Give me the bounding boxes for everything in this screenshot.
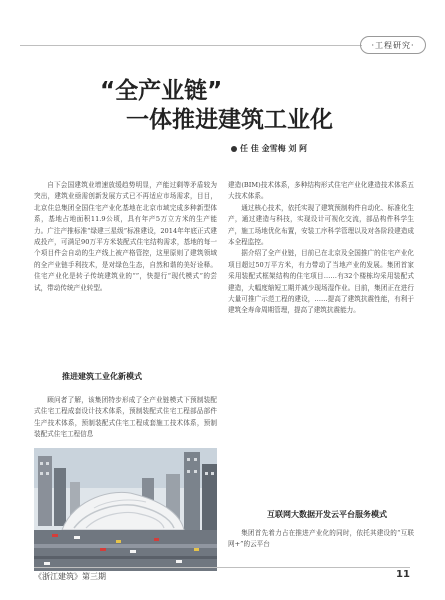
section2-paragraph: 集团首先着力占在推进产业化的同时，依托其建设的“互联网+”的云平台 [228, 529, 414, 549]
building-photo [34, 448, 217, 571]
section-heading-1: 推进建筑工业化新模式 [62, 372, 142, 381]
footer-rule [34, 567, 410, 568]
right-paragraph-1: 建造(BIM)技术体系，多种结构形式住宅产业化建造技术体系五大技术体系。 [228, 181, 414, 201]
header-rule [20, 45, 362, 46]
right-column-main [228, 180, 414, 317]
bullet-icon [231, 146, 237, 152]
city-building-illustration [34, 448, 217, 571]
intro-paragraph: 自下会国建筑业增速放缓趋势明显，产能过剩等矛盾较为突出，建筑业亟需创新发展方式已不再适应市场需求，目目，北京住总集团全国住宅产业化基地在北京市域完成多种新型体系，基地占地面积11.9公顷，具有年产5万立方米的生产能力。广注产推标准“绿建三星级”标准建设，2014年年底正式建成投产，可满足90万平方米装配式住宅结构需求，基地的每一个项目件会自动的生产线上被产格管控，这里原则了建筑领域的全产业链手利技术，是对绿色生态，自然和谐的美好诠释。住宅产业化是转子传统建筑业的“”，快提行“现代模式”的尝试，带动传统产业转型。 [34, 181, 217, 292]
title-line-1: “全产业链” [100, 78, 223, 104]
title-line-2: 一体推进建筑工业化 [126, 107, 333, 133]
author-line [231, 143, 307, 154]
column-tag: ·工程研究· [360, 36, 426, 54]
section1-paragraph: 顾问者了解，该集团特步形成了全产业链模式下预制装配式住宅工程成套设计技术体系，预制装配式住宅工程部品部件生产技术体系，预制装配式住宅工程成套施工技术体系，预制装配式住宅工程信息 [34, 396, 217, 439]
left-column-section1 [34, 395, 217, 441]
page-number: 11 [396, 569, 410, 580]
author-names: 任 佳 金雪梅 刘 阿 [240, 144, 308, 153]
right-column-section2 [228, 528, 414, 551]
journal-name: 《浙江建筑》第三期 [34, 572, 106, 581]
section-heading-2: 互联网大数据开发云平台服务模式 [267, 510, 387, 519]
right-paragraph-2: 通过核心技术，依托实现了建筑预制构件自动化、标准化生产，通过建造与科技，实现设计可视化交流，部品构件科学生产，施工场地优化布置，安装工序科学管理以及对各阶段建造成本全程监控。 [228, 203, 414, 247]
right-paragraph-3: 据介绍了全产业链，目前已在北京及全国推广的住宅产业化项目超过50万平方米，有力带动了当地产业的发展。集团首家采用装配式框架结构的住宅项目……有32个楼栋均采用装配式建造，大幅度缩短工期并减少现场湿作业。目前，集团正在进行大量可推广示范工程的建设，……提高了建筑抗震性能，有利于建筑全寿命周期管理，提高了建筑抗震能力。 [228, 249, 414, 315]
left-column-intro [34, 180, 217, 294]
